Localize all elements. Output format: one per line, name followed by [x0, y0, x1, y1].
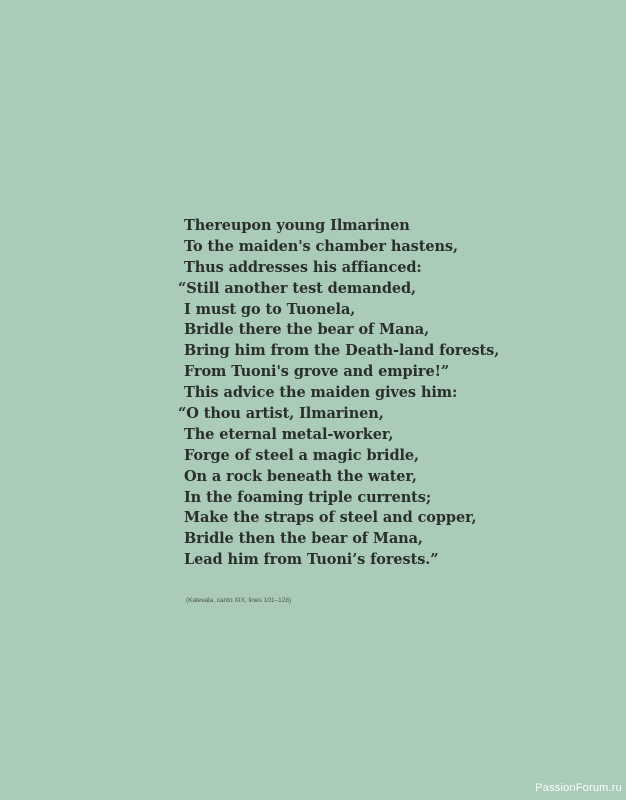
poem-line: On a rock beneath the water,: [184, 467, 417, 485]
poem-line: In the foaming triple currents;: [184, 488, 432, 506]
poem-line: Bridle there the bear of Mana,: [184, 321, 430, 339]
poem-line: Thus addresses his affianced:: [184, 258, 422, 276]
poem-line: To the maiden's chamber hastens,: [184, 237, 458, 255]
poem-line: Bring him from the Death-land forests,: [184, 342, 500, 360]
poem-line: Thereupon young Ilmarinen: [184, 217, 410, 234]
poem-line: From Tuoni's grove and empire!”: [184, 363, 450, 381]
poem-line: I must go to Tuonela,: [184, 300, 356, 318]
poem-line: Bridle then the bear of Mana,: [184, 530, 423, 548]
poem-line: Make the straps of steel and copper,: [184, 509, 477, 527]
watermark: PassionForum.ru: [535, 782, 622, 794]
poem-line: “Still another test demanded,: [178, 279, 416, 297]
poem-line: Forge of steel a magic bridle,: [184, 446, 419, 464]
poem-line: “O thou artist, Ilmarinen,: [178, 405, 384, 423]
poem-line: This advice the maiden gives him:: [184, 384, 458, 402]
citation: (Kalevala, canto XIX, lines 101–128): [186, 597, 292, 604]
poem-line: Lead him from Tuoni’s forests.”: [184, 551, 439, 569]
poem-line: The eternal metal-worker,: [184, 425, 394, 443]
poem-stanza: [178, 216, 500, 571]
